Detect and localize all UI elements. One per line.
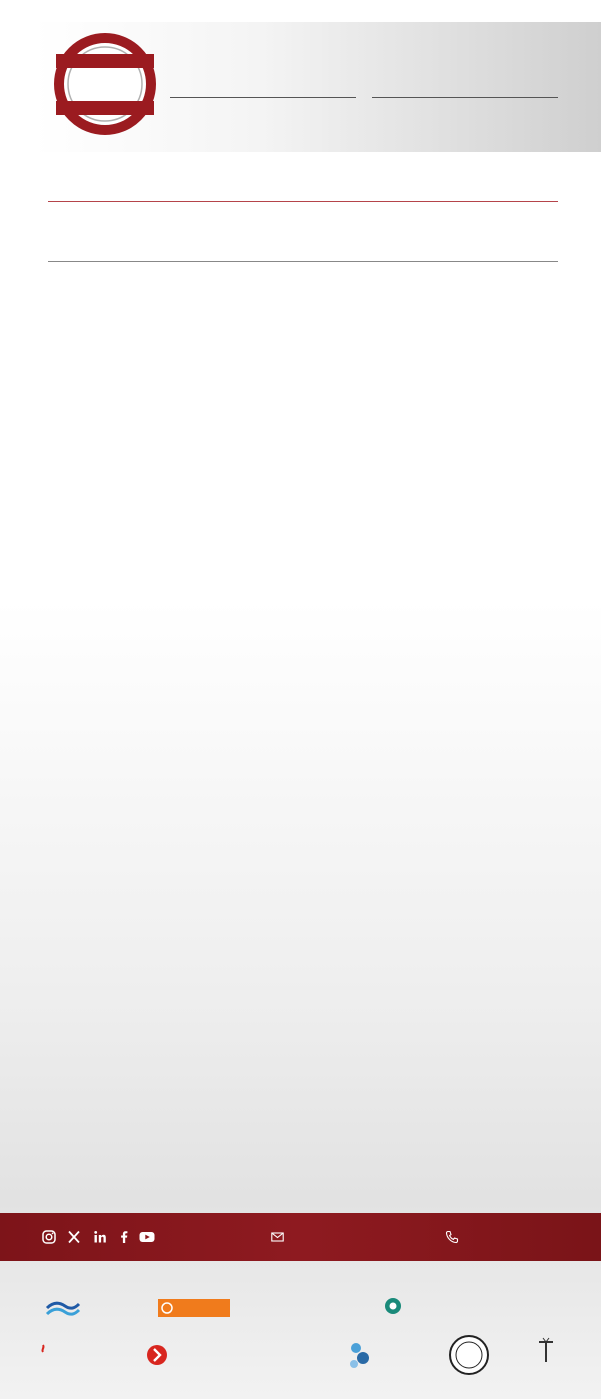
instagram-icon[interactable] — [42, 1230, 56, 1244]
sponsor-physis — [348, 1338, 414, 1372]
youtube-icon[interactable] — [139, 1230, 155, 1244]
rr-seal-logo — [448, 1334, 490, 1376]
page-subtitle — [170, 86, 558, 108]
physis-logo — [348, 1338, 414, 1372]
linkedin-icon[interactable] — [93, 1230, 107, 1244]
x-icon[interactable] — [67, 1230, 81, 1244]
subtitle-line-left — [170, 97, 356, 98]
sponsor-rr — [448, 1334, 490, 1376]
msd-logo — [384, 1296, 460, 1324]
contact-bar — [0, 1213, 601, 1261]
braford-auspicia-logo — [54, 33, 156, 135]
sponsor-msd — [384, 1296, 460, 1324]
over-logo — [498, 1292, 558, 1320]
email-icon — [271, 1230, 284, 1244]
facebook-icon[interactable] — [117, 1230, 131, 1244]
sponsor-jac — [250, 1340, 314, 1370]
turismo-logo — [522, 1336, 570, 1376]
sponsor-ipcva — [272, 1296, 342, 1320]
sponsor-rus-agro — [44, 1294, 116, 1324]
jac-logo — [250, 1340, 314, 1370]
sponsor-turismo — [522, 1336, 570, 1376]
divider-red — [48, 201, 558, 202]
phone-icon — [445, 1230, 459, 1244]
sponsor-over — [498, 1292, 558, 1320]
sponsor-cdv — [146, 1342, 214, 1368]
subtitle-line-right — [372, 97, 558, 98]
santander-logo — [36, 1342, 112, 1370]
galicia-logo — [158, 1298, 230, 1318]
cdv-logo — [146, 1342, 214, 1368]
divider-gray — [48, 261, 558, 262]
sponsor-santander — [36, 1342, 112, 1370]
ipcva-logo — [272, 1296, 342, 1320]
sponsor-galicia — [158, 1298, 230, 1318]
rus-agro-logo — [45, 1294, 115, 1324]
